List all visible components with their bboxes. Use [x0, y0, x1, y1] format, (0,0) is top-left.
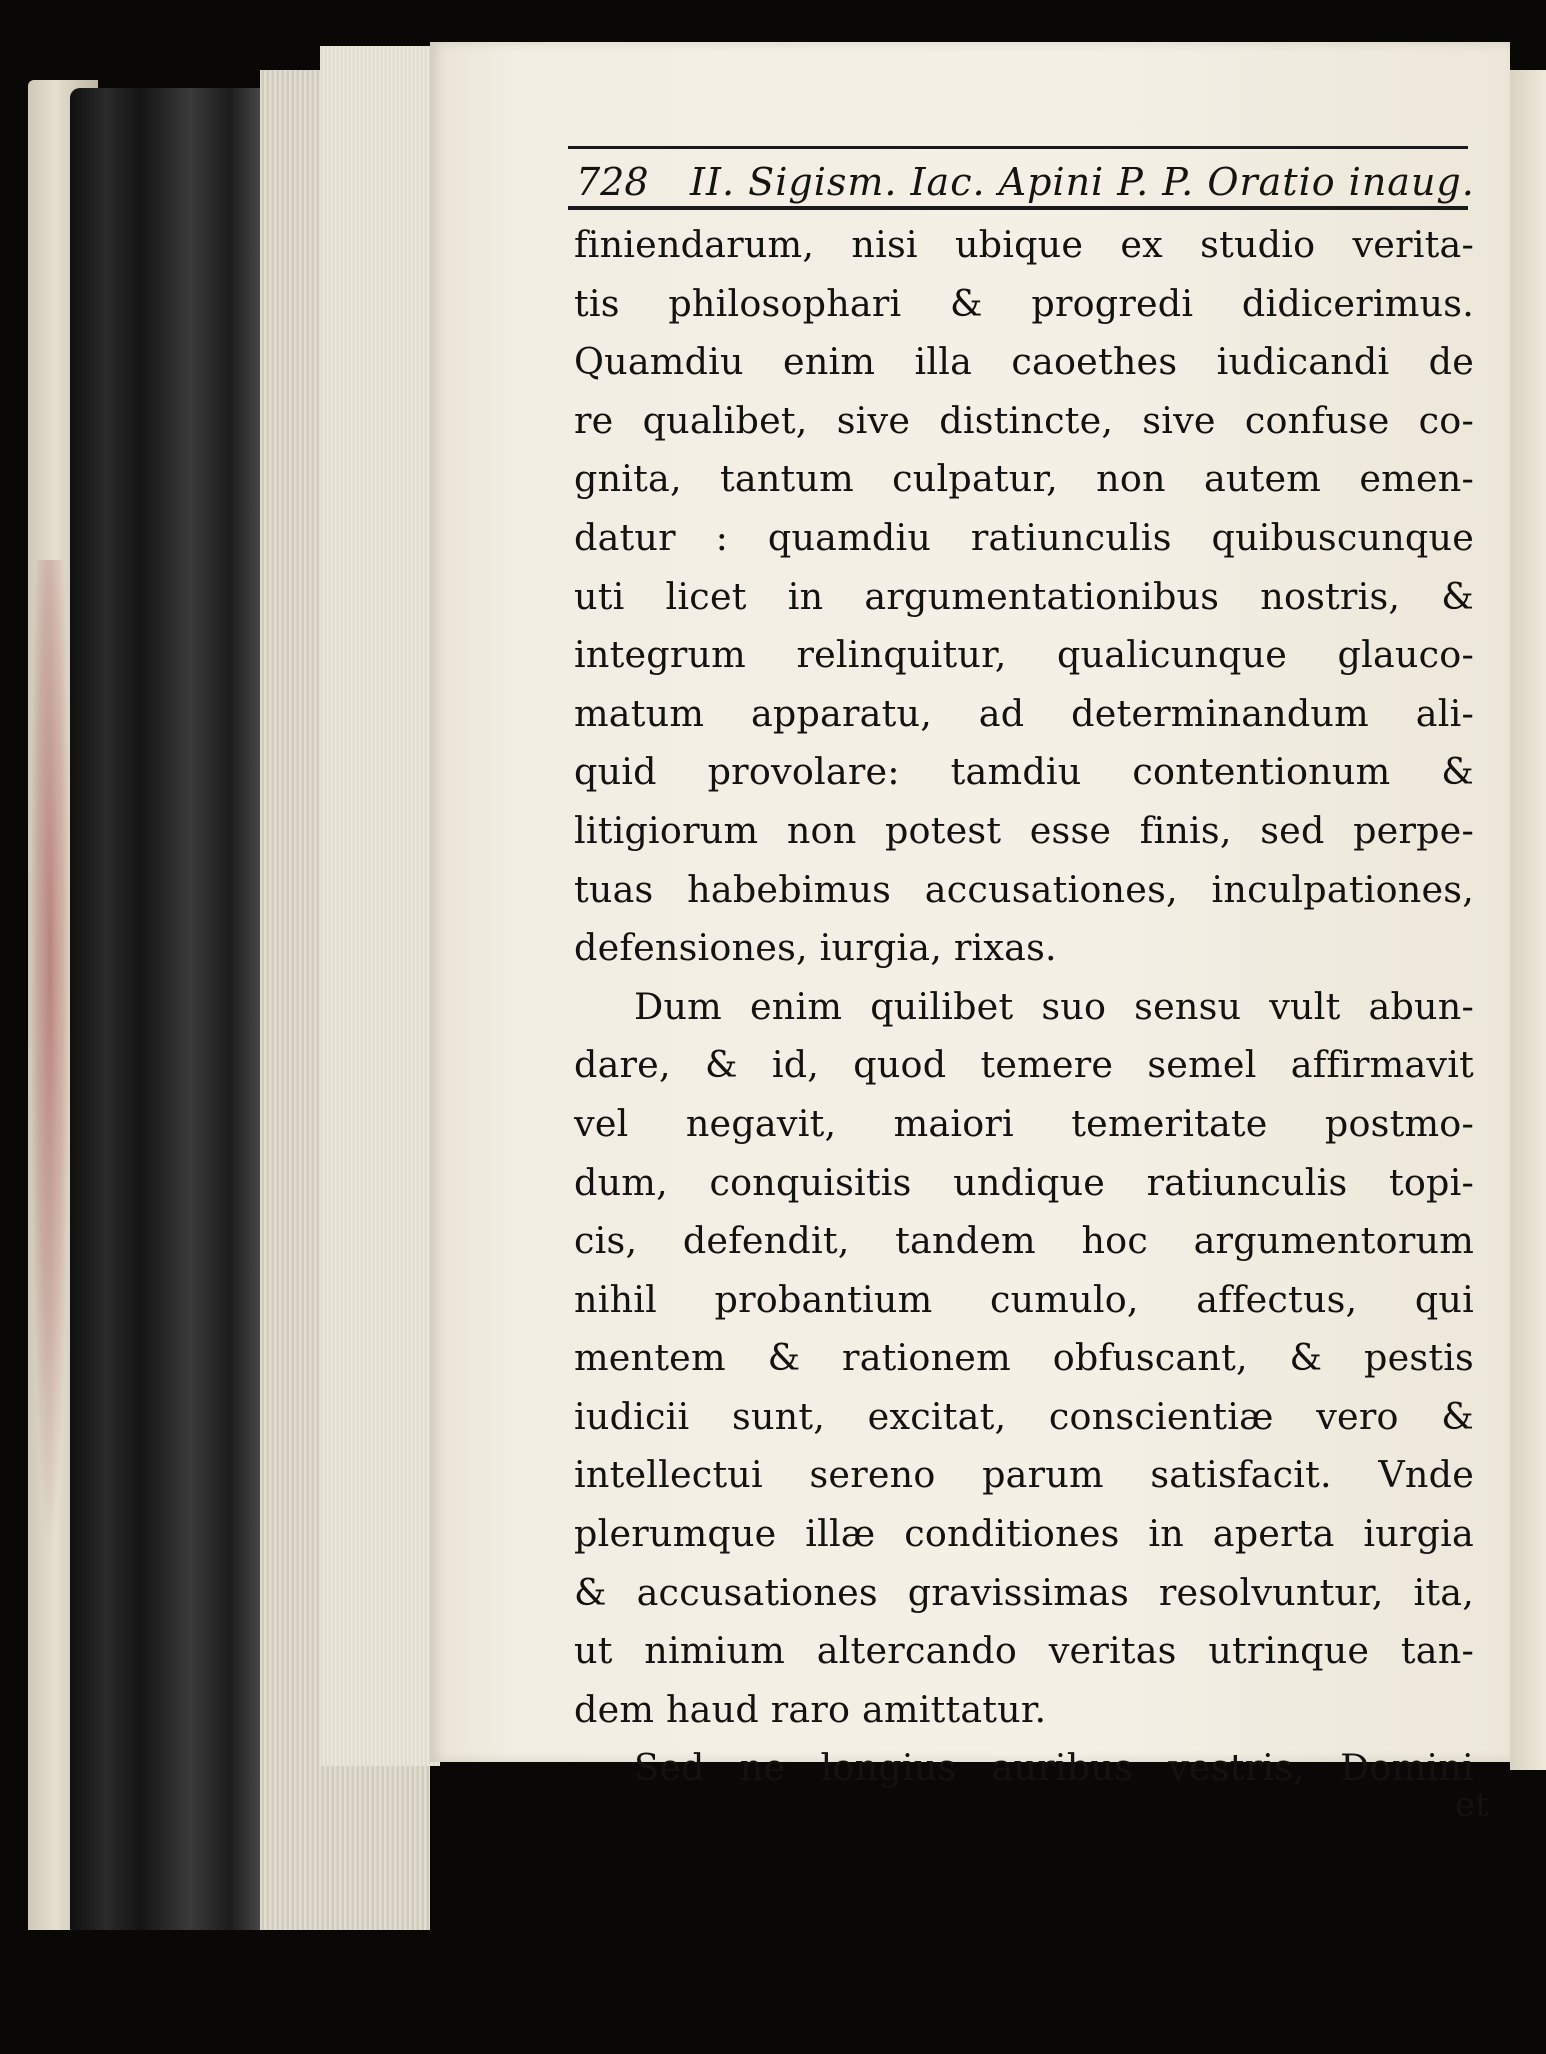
text-line: ut nimium altercando veritas utrinque tan- [574, 1629, 1474, 1673]
text-line: re qualibet, sive distincte, sive confuse co- [574, 398, 1474, 442]
head-rule-bottom [568, 206, 1468, 210]
head-rule-top [568, 146, 1468, 149]
page-block-edge [70, 88, 270, 1938]
text-line: vel negavit, maiori temeritate postmo- [574, 1101, 1474, 1145]
text-line: gnita, tantum culpatur, non autem emen- [574, 457, 1474, 501]
text-line: dem haud raro amittatur. [574, 1687, 1047, 1731]
text-line: tis philosophari & progredi didicerimus. [574, 281, 1474, 325]
text-line: uti licet in argumentationibus nostris, & [574, 574, 1474, 618]
text-line: plerumque illæ conditiones in aperta iurgia [574, 1512, 1474, 1556]
text-line: matum apparatu, ad determinandum ali- [574, 691, 1474, 735]
page-edges-inner [320, 46, 440, 1766]
text-line: litigiorum non potest esse finis, sed perpe- [574, 808, 1474, 852]
text-line: & accusationes gravissimas resolvuntur, ita, [574, 1570, 1474, 1614]
cover-stain [30, 560, 70, 1560]
text-line: mentem & rationem obfuscant, & pestis [574, 1336, 1474, 1380]
text-line: nihil probantium cumulo, affectus, qui [574, 1277, 1474, 1321]
text-line: tuas habebimus accusationes, inculpationes, [574, 867, 1474, 911]
text-line: quid provolare: tamdiu contentionum & [574, 750, 1474, 794]
text-line: cis, defendit, tandem hoc argumentorum [574, 1219, 1474, 1263]
running-head [570, 150, 1475, 210]
text-line: dare, & id, quod temere semel affirmavit [574, 1043, 1474, 1087]
text-line: finiendarum, nisi ubique ex studio verita- [574, 223, 1474, 266]
text-line: dum, conquisitis undique ratiunculis topi- [574, 1160, 1474, 1204]
text-line: intellectui sereno parum satisfacit. Vnde [574, 1453, 1474, 1497]
text-line: Quamdiu enim illa caoethes iudicandi de [574, 340, 1474, 384]
text-line: Dum enim quilibet suo sensu vult abun- [634, 984, 1474, 1028]
body-text [574, 216, 1474, 1798]
text-line: defensiones, iurgia, rixas. [574, 926, 1057, 970]
text-line: integrum relinquitur, qualicunque glauco- [574, 633, 1474, 677]
page-number: 728 [576, 160, 649, 204]
text-line: Sed ne longius auribus vestris, Domini [634, 1746, 1474, 1790]
text-line: datur : quamdiu ratiunculis quibuscunque [574, 515, 1474, 559]
catchword: et [1455, 1785, 1489, 1825]
running-title: II. Sigism. Iac. Apini P. P. Oratio inaug. [690, 160, 1475, 204]
facing-page-edge [1510, 70, 1546, 1770]
text-line: iudicii sunt, excitat, conscientiæ vero & [574, 1394, 1474, 1438]
background-bottom [0, 1930, 1546, 2054]
